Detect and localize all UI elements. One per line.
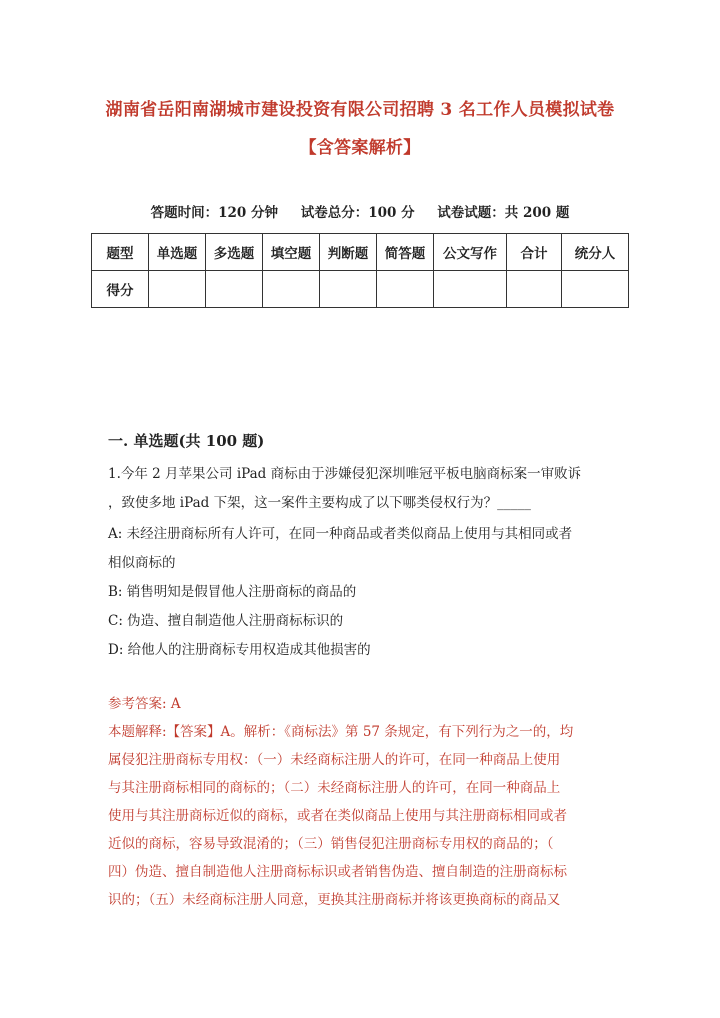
- score-table-header-row: [92, 234, 629, 271]
- table-header-cell: 填空题: [263, 234, 320, 271]
- explanation-line: 近似的商标，容易导致混淆的；（三）销售侵犯注册商标专用权的商品的；（: [108, 836, 554, 852]
- score-cell: [562, 271, 629, 308]
- option-a: A: 未经注册商标所有人许可，在同一种商品或者类似商品上使用与其相同或者: [108, 526, 573, 542]
- option-d: D: 给他人的注册商标专用权造成其他损害的: [108, 642, 371, 658]
- score-cell: [206, 271, 263, 308]
- table-header-cell: 合计: [507, 234, 562, 271]
- explanation-line: 属侵犯注册商标专用权：（一）未经商标注册人的许可，在同一种商品上使用: [108, 752, 561, 768]
- exam-info: [0, 201, 720, 221]
- document-title: 湖南省岳阳南湖城市建设投资有限公司招聘 3 名工作人员模拟试卷: [105, 100, 615, 120]
- table-header-cell: 多选题: [206, 234, 263, 271]
- table-header-cell: 简答题: [377, 234, 434, 271]
- score-cell: [149, 271, 206, 308]
- exam-time: 答题时间：120 分钟: [150, 205, 278, 221]
- section-heading: 一. 单选题(共 100 题): [108, 432, 265, 450]
- score-cell: [377, 271, 434, 308]
- score-cell: [507, 271, 562, 308]
- option-b: B: 销售明知是假冒他人注册商标的商品的: [108, 584, 357, 600]
- document-subtitle: 【含答案解析】: [299, 138, 421, 158]
- score-table: [91, 233, 629, 308]
- table-header-cell: 判断题: [320, 234, 377, 271]
- table-header-cell: 题型: [92, 234, 149, 271]
- table-header-cell: 单选题: [149, 234, 206, 271]
- explanation-line: 使用与其注册商标近似的商标，或者在类似商品上使用与其注册商标相同或者: [108, 808, 567, 824]
- question-text: ，致使多地 iPad 下架，这一案件主要构成了以下哪类侵权行为？_____: [108, 495, 531, 511]
- score-table-score-row: [92, 271, 629, 308]
- reference-answer: 参考答案: A: [108, 696, 181, 712]
- score-cell: [320, 271, 377, 308]
- option-a-continued: 相似商标的: [108, 555, 176, 571]
- table-header-cell: 公文写作: [434, 234, 507, 271]
- explanation-line: 与其注册商标相同的商标的；（二）未经商标注册人的许可，在同一种商品上: [108, 780, 561, 796]
- score-cell: [434, 271, 507, 308]
- table-row-label: 得分: [92, 271, 149, 308]
- table-header-cell: 统分人: [562, 234, 629, 271]
- score-cell: [263, 271, 320, 308]
- question-text: 1.今年 2 月苹果公司 iPad 商标由于涉嫌侵犯深圳唯冠平板电脑商标案一审败诉: [108, 466, 582, 482]
- exam-question-count: 试卷试题：共 200 题: [437, 205, 570, 221]
- explanation-line: 四）伪造、擅自制造他人注册商标标识或者销售伪造、擅自制造的注册商标标: [108, 864, 567, 880]
- option-c: C: 伪造、擅自制造他人注册商标标识的: [108, 613, 344, 629]
- exam-total-score: 试卷总分：100 分: [300, 205, 415, 221]
- explanation-line: 本题解释:【答案】A。解析：《商标法》第 57 条规定，有下列行为之一的，均: [108, 724, 574, 740]
- explanation-line: 识的；（五）未经商标注册人同意，更换其注册商标并将该更换商标的商品又: [108, 892, 561, 908]
